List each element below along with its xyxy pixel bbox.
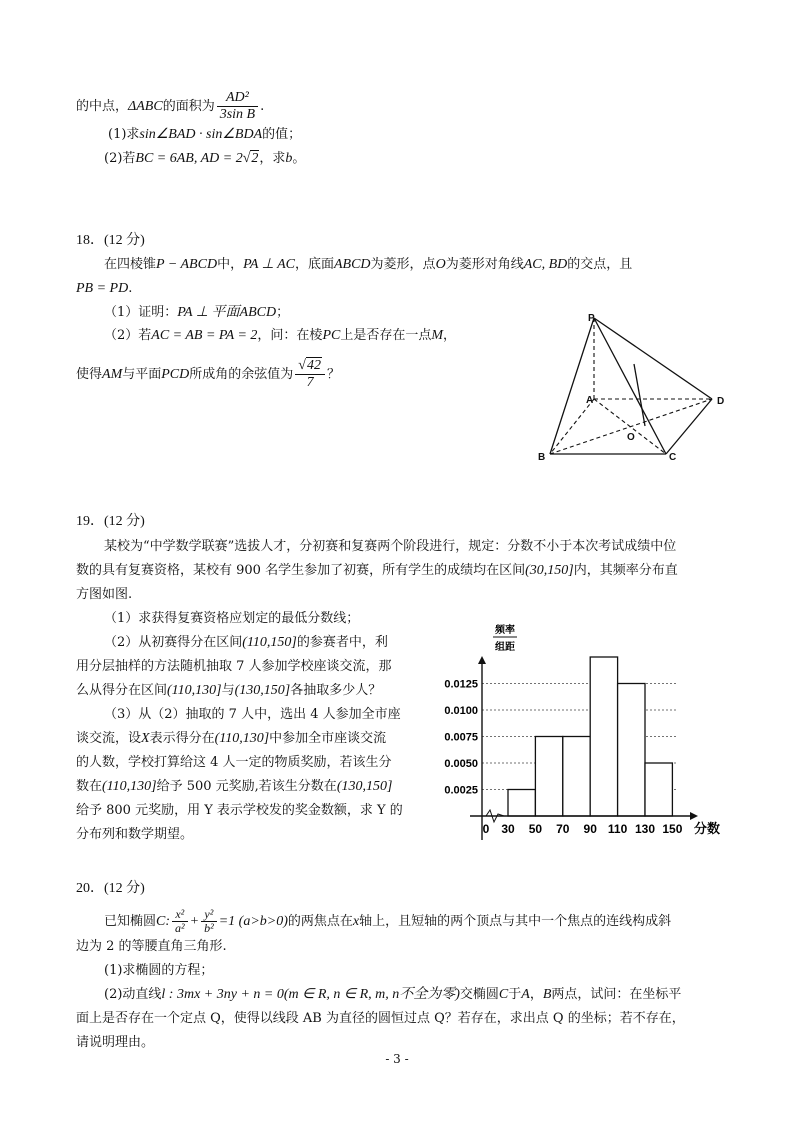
- q20-plus: +: [189, 914, 200, 929]
- y-tick-label: 0.0075: [444, 731, 478, 744]
- q18-part1-label: （1）证明：: [104, 305, 178, 320]
- q17-part1-label: (1)求: [108, 127, 140, 142]
- q17-part2-expr: BC = 6AB, AD = 2: [135, 151, 243, 166]
- q20-point-b: B: [542, 987, 552, 1002]
- q17-part2-end: 。: [292, 151, 306, 166]
- q19-interval: (110,150]: [242, 635, 297, 650]
- q18-part2-label: （2）若: [104, 328, 152, 343]
- q19-text: 给予 500 元奖励,若该生分数在: [156, 779, 337, 794]
- page-number: - 3 -: [385, 1052, 409, 1066]
- q19-text: 么从得分在区间: [76, 683, 168, 698]
- q17-part2-text: ，求: [259, 151, 286, 166]
- q20-part2-line2: 面上是否存在一个定点 Q，使得以线段 AB 为直径的圆恒过点 Q？若存在，求出点 Q 的坐标；若不存在，: [76, 1011, 685, 1026]
- bar-90-110: [590, 657, 617, 816]
- q19-part2-line3: [76, 682, 381, 700]
- q18-part1-expr: PA ⊥ 平面ABCD: [177, 305, 277, 320]
- x-axis-arrow: [690, 812, 698, 820]
- label-p: P: [588, 313, 595, 324]
- y-tick-label: 0.0100: [444, 705, 478, 717]
- q18-edge: PC: [322, 328, 341, 343]
- diagonal-bd: [550, 399, 712, 454]
- q17-text: .: [260, 99, 265, 114]
- q17-line1: [76, 90, 264, 123]
- q18-line2: [76, 280, 132, 298]
- q20-point-a: A: [521, 987, 530, 1002]
- q18-text: 中，: [217, 257, 244, 272]
- q20-line2: 边为 2 的等腰直角三角形.: [76, 939, 227, 954]
- bar-130-150: [645, 763, 672, 816]
- edge-pb: [550, 318, 594, 454]
- q17-part2-var: b: [285, 151, 293, 166]
- q18-text: 为菱形，点: [370, 257, 436, 272]
- q19-interval: (130,150]: [336, 779, 393, 794]
- q18-cos-fraction: [295, 358, 325, 391]
- q19-part3-line3: 的人数，学校打算给这 4 人一定的物质奖励，若该生分: [76, 755, 392, 770]
- q20-y-den: b²: [204, 921, 214, 935]
- q18-text: 使得: [76, 367, 103, 382]
- q20-text: 轴上，且短轴的两个顶点与其中一个焦点的连线构成斜: [359, 914, 672, 929]
- y-axis-title: [493, 623, 517, 653]
- x-tick-label: 0: [482, 822, 490, 836]
- q17-text: 的中点，: [76, 99, 129, 114]
- q20-heading: 20．(12 分): [76, 881, 145, 896]
- q19-part2: [104, 634, 388, 652]
- q20-text: ，: [529, 987, 543, 1002]
- q20-x-fraction: [172, 908, 188, 935]
- label-d: D: [717, 396, 725, 407]
- q18-plane: PCD: [161, 367, 190, 382]
- label-b: B: [538, 452, 546, 463]
- q18-text: ；: [276, 305, 290, 320]
- q18-root-value: 42: [306, 358, 321, 373]
- q18-heading: 18．(12 分): [76, 233, 145, 248]
- q18-text: .: [128, 281, 133, 296]
- q19-text: 数在: [76, 779, 103, 794]
- q18-line1: [104, 256, 632, 274]
- q18-part2-expr: AC = AB = PA = 2: [151, 328, 258, 343]
- q19-text: 中参加全市座谈交流: [269, 731, 387, 746]
- q19-line2: [76, 562, 678, 580]
- q20-line1: [104, 908, 671, 935]
- x-tick-label: 70: [556, 822, 570, 836]
- q20-ellipse-c: C: [156, 914, 166, 929]
- q19-part3-line2: [76, 730, 386, 748]
- edge-cd: [666, 399, 712, 454]
- q19-interval: (130,150]: [234, 683, 291, 698]
- q20-part1: (1)求椭圆的方程；: [104, 963, 214, 978]
- q17-part2-label: (2)若: [104, 151, 136, 166]
- x-tick-labels: [483, 822, 683, 836]
- q20-text: 的两焦点在: [287, 914, 353, 929]
- q20-condition: =1 (a>b>0): [218, 914, 288, 929]
- y-label-top: 频率: [495, 625, 515, 636]
- q19-interval: (110,130]: [214, 731, 270, 746]
- q20-text: 于: [508, 987, 522, 1002]
- q20-x-den: a²: [175, 921, 185, 935]
- q20-text: 两点，试问：在坐标平: [551, 987, 682, 1002]
- q20-y-num: y²: [201, 908, 217, 922]
- frequency-histogram: [430, 618, 730, 844]
- q18-point-m: M: [431, 328, 444, 343]
- q18-equal: PB = PD: [76, 281, 129, 296]
- y-tick-label: 0.0025: [444, 784, 478, 797]
- label-a: A: [586, 395, 594, 406]
- x-axis-title: 分数: [694, 821, 721, 836]
- q18-line-am: AM: [102, 367, 123, 382]
- q18-text: ，底面: [294, 257, 334, 272]
- q18-text: ，问：在棱: [257, 328, 323, 343]
- q19-interval: (110,130]: [167, 683, 222, 698]
- q18-point-o: O: [435, 257, 446, 272]
- q19-part2-line2: 用分层抽样的方法随机抽取 7 人参加学校座谈交流，那: [76, 659, 392, 674]
- q17-part1-text: 的值；: [262, 127, 302, 142]
- q19-text: 内，其频率分布直: [573, 563, 678, 578]
- q17-part2: [104, 150, 305, 168]
- q19-text: （2）从初赛得分在区间: [104, 635, 243, 650]
- q19-var-x: X: [141, 731, 150, 746]
- q19-interval: (30,150]: [525, 563, 574, 578]
- q17-frac-num: AD²: [217, 90, 258, 107]
- x-tick-label: 130: [634, 822, 656, 836]
- q18-base: ABCD: [333, 257, 371, 272]
- q19-text: 表示得分在: [149, 731, 215, 746]
- q20-part2: [104, 986, 681, 1004]
- q18-part2: [104, 327, 456, 345]
- q19-text: 的参赛者中，利: [296, 635, 388, 650]
- segment-om: [634, 364, 645, 426]
- q18-text: 上是否存在一点: [340, 328, 432, 343]
- q19-part1: （1）求获得复赛资格应划定的最低分数线；: [104, 611, 360, 626]
- bar-50-70: [535, 737, 562, 817]
- q18-frac-den: 7: [306, 375, 314, 390]
- bar-70-90: [563, 737, 590, 817]
- q18-text: 与平面: [122, 367, 162, 382]
- q20-x-num: x²: [172, 908, 188, 922]
- q19-text: 各抽取多少人？: [290, 683, 382, 698]
- q20-y-fraction: [201, 908, 217, 935]
- q20-colon: :: [165, 914, 171, 929]
- q20-ellipse-c: C: [498, 987, 509, 1002]
- q18-text: ？: [326, 367, 340, 382]
- q18-part1: [104, 304, 289, 322]
- sqrt-sign: √: [298, 358, 306, 373]
- q19-part3-line6: 分布列和数学期望。: [76, 827, 194, 842]
- q20-x-axis: x: [352, 914, 360, 929]
- q18-text: 所成角的余弦值为: [189, 367, 294, 382]
- q19-text: 与: [221, 683, 235, 698]
- q17-part1-expr: sin∠BAD · sin∠BDA: [139, 127, 263, 142]
- q18-text: 的交点，且: [567, 257, 633, 272]
- q19-heading: 19．(12 分): [76, 514, 145, 529]
- q19-part3-line5: 给予 800 元奖励，用 Y 表示学校发的奖金数额，求 Y 的: [76, 803, 403, 818]
- x-tick-label: 150: [662, 822, 683, 836]
- q20-part2-line3: 请说明理由。: [76, 1035, 155, 1050]
- label-o: O: [627, 432, 635, 443]
- q19-text: 谈交流，设: [76, 731, 142, 746]
- y-tick-labels: [444, 679, 478, 797]
- bar-30-50: [508, 790, 535, 817]
- sqrt-sign: √: [242, 151, 251, 166]
- q19-interval: (110,130]: [102, 779, 157, 794]
- q17-area-fraction: [217, 90, 258, 123]
- edge-pd: [594, 318, 712, 399]
- y-tick-label: 0.0050: [444, 758, 478, 770]
- q17-triangle: ΔABC: [128, 99, 163, 114]
- q18-part2-line2: [76, 358, 340, 391]
- bar-110-130: [618, 684, 645, 817]
- q19-part3-line4: [76, 778, 392, 796]
- q20-text: (2)动直线: [104, 987, 162, 1002]
- x-tick-label: 110: [607, 822, 628, 836]
- y-axis-arrow: [478, 656, 486, 664]
- q18-text: 在四棱锥: [104, 257, 157, 272]
- q19-text: 数的具有复赛资格，某校有 900 名学生参加了初赛，所有学生的成绩均在区间: [76, 563, 526, 578]
- edge-ab: [550, 399, 594, 454]
- y-label-bottom: 组距: [495, 642, 515, 653]
- x-tick-label: 50: [528, 822, 543, 836]
- pyramid-figure: [530, 308, 740, 464]
- q17-part1: [108, 126, 301, 144]
- q18-perp: PA ⊥ AC: [243, 257, 295, 272]
- q18-frac-num: [295, 358, 325, 375]
- x-tick-label: 90: [583, 822, 597, 836]
- q17-part2-root: 2: [251, 151, 259, 166]
- y-tick-label: 0.0125: [444, 678, 478, 691]
- q18-diagonals: AC, BD: [523, 257, 568, 272]
- q20-line-equation: l : 3mx + 3ny + n = 0(m ∈ R, n ∈ R, m, n不全为零): [161, 987, 460, 1002]
- q17-frac-den: 3sin B: [219, 107, 256, 122]
- x-tick-label: 30: [501, 822, 515, 836]
- q19-line3: 方图如图.: [76, 587, 133, 602]
- q18-text: 为菱形对角线: [445, 257, 524, 272]
- label-c: C: [669, 452, 677, 463]
- q17-text: 的面积为: [162, 99, 215, 114]
- q20-text: 交椭圆: [459, 987, 499, 1002]
- q18-text: ，: [443, 328, 457, 343]
- q19-line1: 某校为“中学数学联赛”选拔人才，分初赛和复赛两个阶段进行，规定：分数不小于本次考试成绩中位: [104, 539, 677, 554]
- q20-text: 已知椭圆: [104, 914, 157, 929]
- q19-part3: （3）从（2）抽取的 7 人中，选出 4 人参加全市座: [104, 707, 401, 722]
- q18-pyramid: P − ABCD: [156, 257, 218, 272]
